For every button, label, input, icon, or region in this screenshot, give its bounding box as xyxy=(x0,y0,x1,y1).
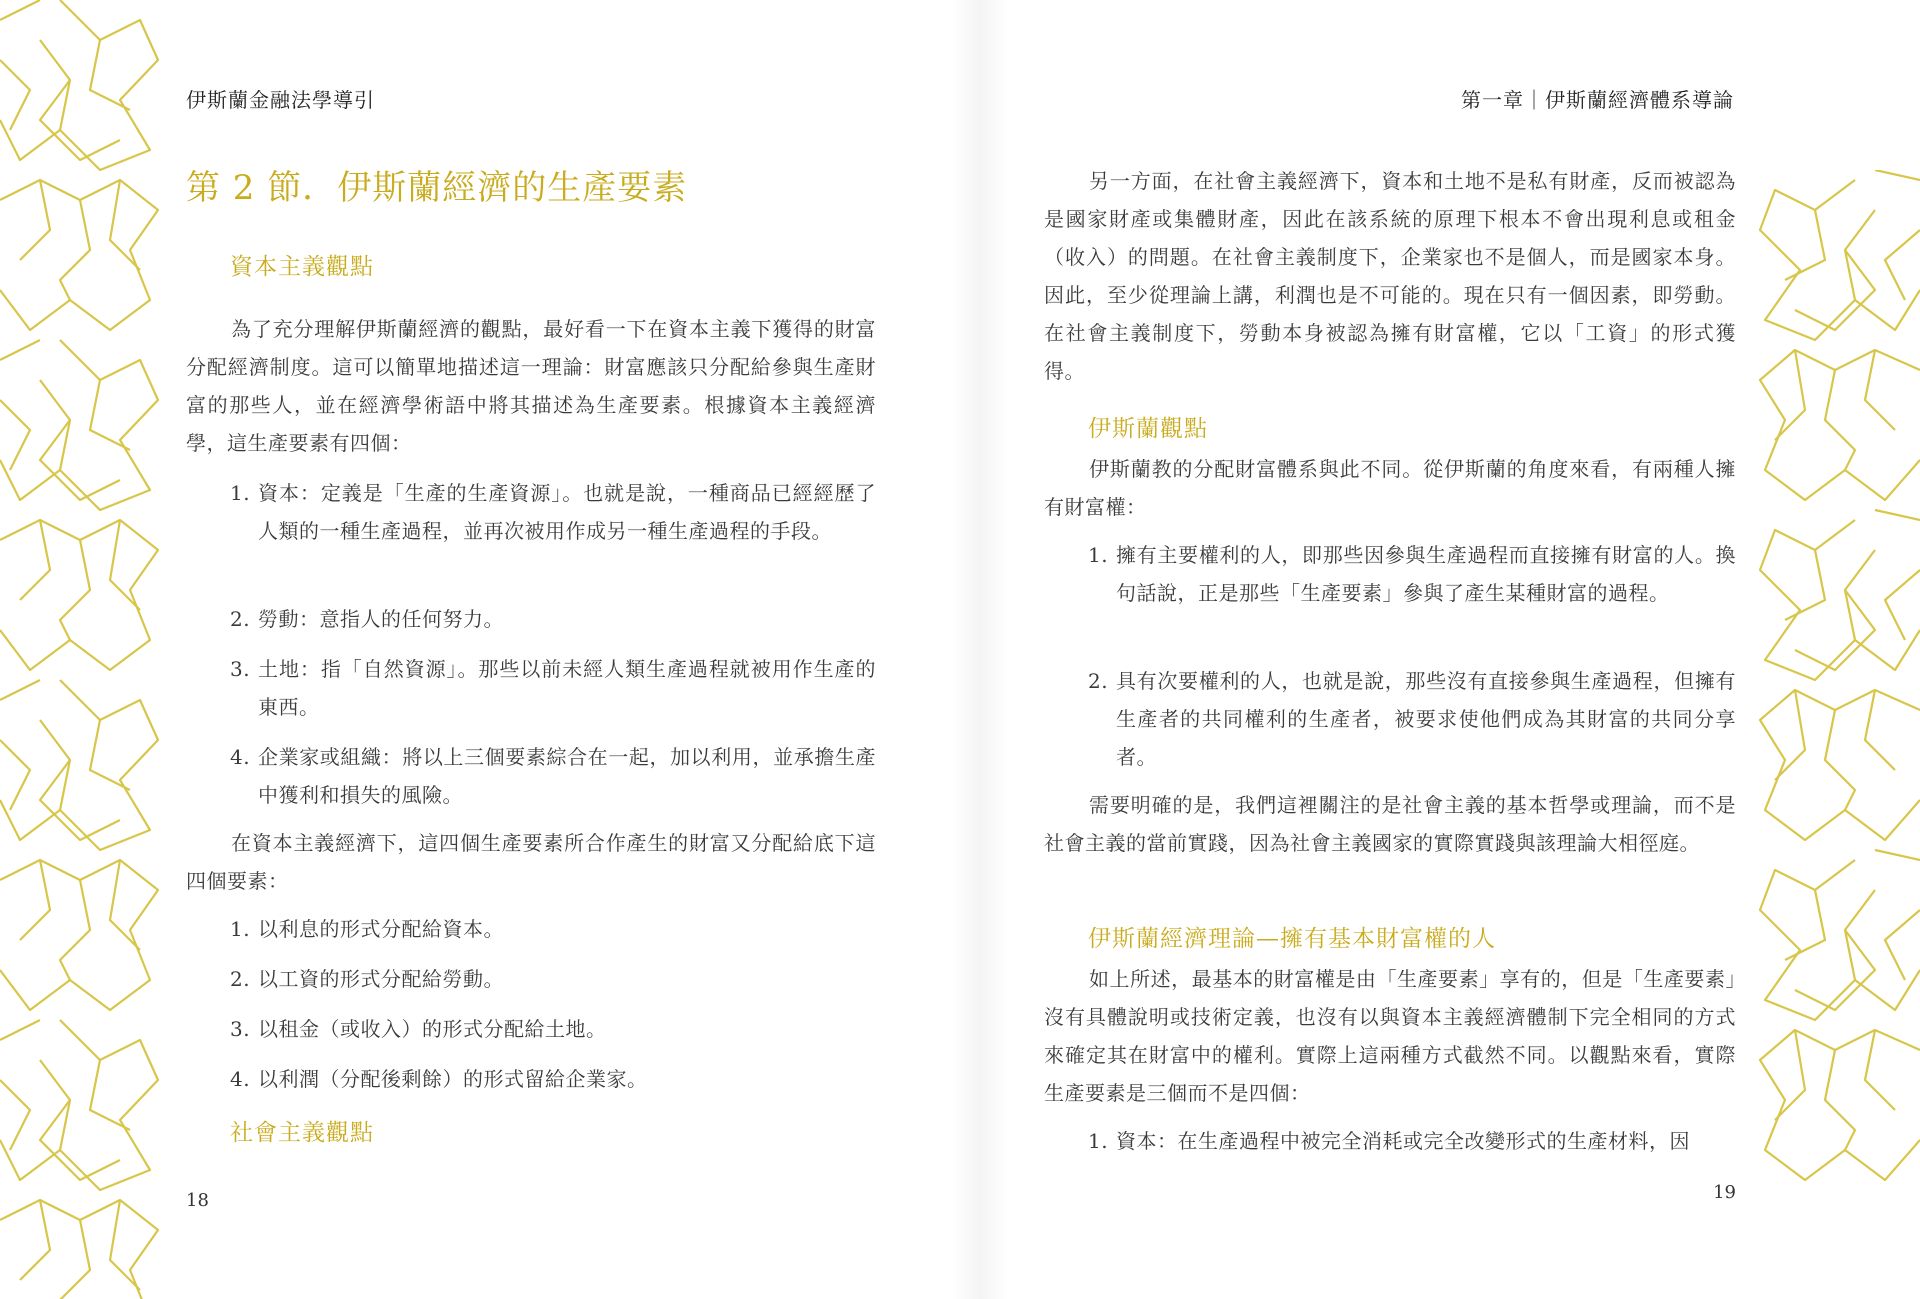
subheading-theory: 伊斯蘭經濟理論—擁有基本財富權的人 xyxy=(1088,926,1496,952)
section-title: 第 2 節．伊斯蘭經濟的生產要素 xyxy=(186,168,688,208)
running-head-right: 第一章｜伊斯蘭經濟體系導論 xyxy=(1461,88,1734,112)
list-number: 1. xyxy=(230,481,251,505)
geometric-border-right xyxy=(1755,170,1920,1299)
list-text: 擁有主要權利的人，即那些因參與生產過程而直接擁有財富的人。換句話說，正是那些「生產要素」參與了產生某種財富的過程。 xyxy=(1116,543,1736,605)
book-gutter xyxy=(950,0,1010,1299)
list-item xyxy=(1088,662,1736,776)
list-number: 4. xyxy=(230,745,251,769)
paragraph: 伊斯蘭教的分配財富體系與此不同。從伊斯蘭的角度來看，有兩種人擁有財富權： xyxy=(1044,457,1736,519)
list-item xyxy=(230,650,876,726)
geometric-border-left xyxy=(0,0,160,1299)
subheading-capitalism: 資本主義觀點 xyxy=(230,254,374,280)
list-item xyxy=(230,1060,876,1098)
list-number: 1. xyxy=(1088,1129,1109,1153)
paragraph: 另一方面，在社會主義經濟下，資本和土地不是私有財產，反而被認為是國家財產或集體財產，因此在該系統的原理下根本不會出現利息或租金（收入）的問題。在社會主義制度下，企業家也不是個人，而是國家本身。因此，至少從理論上講，利潤也是不可能的。現在只有一個因素，即勞動。在社會主義制度下，勞動本身被認為擁有財富權，它以「工資」的形式獲得。 xyxy=(1044,169,1736,383)
list-number: 3. xyxy=(230,1017,251,1041)
list-text: 土地：指「自然資源」。那些以前未經人類生產過程就被用作生產的東西。 xyxy=(258,657,876,719)
list-text: 以工資的形式分配給勞動。 xyxy=(258,967,504,991)
subheading-islam: 伊斯蘭觀點 xyxy=(1088,416,1208,442)
list-number: 2. xyxy=(1088,669,1109,693)
list-number: 4. xyxy=(230,1067,251,1091)
list-item xyxy=(230,960,876,998)
list-text: 資本：定義是「生產的生產資源」。也就是說，一種商品已經經歷了人類的一種生產過程，並再次被用作成另一種生產過程的手段。 xyxy=(258,481,876,543)
list-text: 企業家或組織：將以上三個要素綜合在一起，加以利用，並承擔生產中獲利和損失的風險。 xyxy=(258,745,876,807)
list-number: 2. xyxy=(230,967,251,991)
paragraph: 在資本主義經濟下，這四個生產要素所合作產生的財富又分配給底下這四個要素： xyxy=(186,831,876,893)
running-head-left: 伊斯蘭金融法學導引 xyxy=(186,88,375,112)
list-number: 1. xyxy=(230,917,251,941)
list-text: 以利息的形式分配給資本。 xyxy=(258,917,504,941)
list-number: 1. xyxy=(1088,543,1109,567)
page-number-left: 18 xyxy=(186,1190,209,1211)
list-item xyxy=(1088,1122,1736,1160)
list-item xyxy=(230,1010,876,1048)
list-text: 以租金（或收入）的形式分配給土地。 xyxy=(258,1017,607,1041)
paragraph: 需要明確的是，我們這裡關注的是社會主義的基本哲學或理論，而不是社會主義的當前實踐，因為社會主義國家的實際實踐與該理論大相徑庭。 xyxy=(1044,793,1736,855)
list-item xyxy=(230,600,876,638)
subheading-socialism: 社會主義觀點 xyxy=(230,1120,374,1146)
list-text: 勞動：意指人的任何努力。 xyxy=(258,607,504,631)
list-text: 具有次要權利的人，也就是說，那些沒有直接參與生產過程，但擁有生產者的共同權利的生產者，被要求使他們成為其財富的共同分享者。 xyxy=(1116,669,1736,769)
list-number: 2. xyxy=(230,607,251,631)
list-text: 資本：在生產過程中被完全消耗或完全改變形式的生產材料，因 xyxy=(1116,1129,1690,1153)
list-text: 以利潤（分配後剩餘）的形式留給企業家。 xyxy=(258,1067,648,1091)
list-item xyxy=(230,738,876,814)
list-item xyxy=(1088,536,1736,612)
list-item xyxy=(230,910,876,948)
list-item xyxy=(230,474,876,550)
paragraph: 如上所述，最基本的財富權是由「生產要素」享有的，但是「生產要素」沒有具體說明或技術定義，也沒有以與資本主義經濟體制下完全相同的方式來確定其在財富中的權利。實際上這兩種方式截然不同。以觀點來看，實際生產要素是三個而不是四個： xyxy=(1044,967,1736,1105)
page-number-right: 19 xyxy=(1713,1182,1736,1203)
paragraph: 為了充分理解伊斯蘭經濟的觀點，最好看一下在資本主義下獲得的財富分配經濟制度。這可以簡單地描述這一理論：財富應該只分配給參與生產財富的那些人，並在經濟學術語中將其描述為生產要素。根據資本主義經濟學，這生產要素有四個： xyxy=(186,317,876,455)
list-number: 3. xyxy=(230,657,251,681)
